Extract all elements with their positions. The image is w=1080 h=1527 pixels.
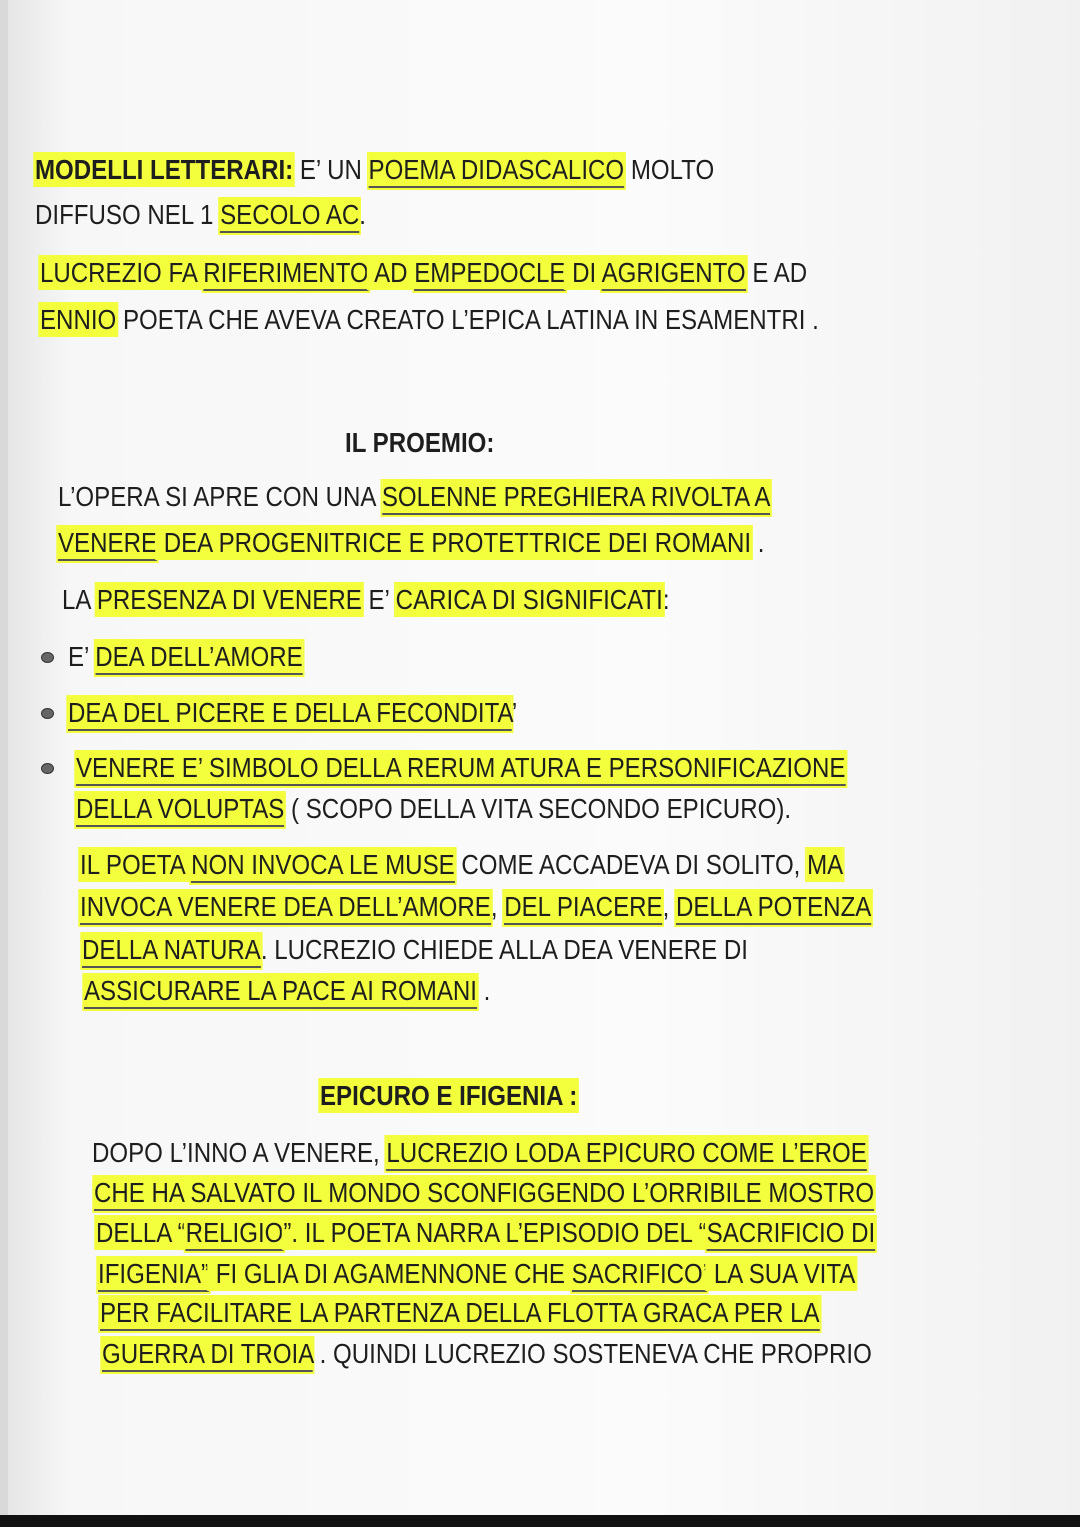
epicuro-line [96, 1215, 875, 1251]
highlighted-text: EPICURO E IFIGENIA : [320, 1080, 578, 1111]
highlighted-text: GUERRA DI TROIA [102, 1338, 313, 1372]
highlighted-text: DI [565, 257, 602, 288]
epicuro-line [100, 1295, 820, 1331]
highlighted-text: ENNIO [40, 304, 117, 335]
proemio-line [58, 525, 764, 561]
highlighted-text: DELLA VOLUPTAS [76, 793, 284, 827]
highlighted-text: INVOCA VENERE DEA DELL’AMORE [80, 891, 491, 925]
bullet-item [76, 750, 845, 786]
text-segment: L’OPERA SI APRE CON UNA [58, 481, 382, 512]
text-segment: MOLTO [624, 154, 715, 185]
bullet-item [68, 695, 517, 731]
highlighted-text: SACRIFICO’ [572, 1258, 708, 1292]
text-segment: E’ [361, 584, 396, 615]
text-segment: LA [62, 584, 97, 615]
text-segment: . [359, 199, 366, 230]
epicuro-heading [320, 1078, 577, 1114]
bullet-icon [41, 708, 54, 719]
highlighted-text: AD [368, 257, 415, 288]
text-segment: . QUINDI LUCREZIO SOSTENEVA CHE PROPRIO [312, 1338, 872, 1369]
page-bottom-edge [0, 1515, 1080, 1527]
highlighted-text: DELLA “ [96, 1217, 186, 1248]
highlighted-text: FI GLIA DI AGAMENNONE CHE [209, 1258, 572, 1289]
highlighted-text: SACRIFICIO DI [707, 1217, 876, 1251]
highlighted-text: NON INVOCA LE MUSE [191, 849, 455, 883]
text-segment: E AD [745, 257, 808, 288]
poeta-line [82, 932, 748, 968]
epicuro-line [102, 1336, 872, 1372]
highlighted-text: SOLENNE PREGHIERA RIVOLTA A [382, 481, 771, 515]
presenza-line [62, 582, 670, 618]
highlighted-text: DEA PROGENITRICE E PROTETTRICE DEI ROMANI [157, 527, 752, 558]
highlighted-text: ”. IL POETA NARRA L’EPISODIO DEL “ [283, 1217, 707, 1248]
text-segment: DOPO L’INNO A VENERE, [92, 1137, 387, 1168]
text-segment: , [662, 891, 676, 922]
highlighted-text: DELLA POTENZA [676, 891, 871, 925]
text-segment: E’ UN [293, 154, 369, 185]
modelli-line [35, 197, 366, 233]
highlighted-text: EMPEDOCLE [414, 257, 565, 291]
highlighted-text: LUCREZIO LODA EPICURO COME L’EROE [386, 1137, 866, 1171]
text-segment: POETA CHE AVEVA CREATO L’EPICA LATINA IN ESAMENTRI . [116, 304, 819, 335]
highlighted-text: VENERE E’ SIMBOLO DELLA RERUM ATURA E PERSONIFICAZIONE [76, 752, 845, 786]
highlighted-text: IFIGENIA” [98, 1258, 209, 1292]
highlighted-text: DEA DEL PICERE E DELLA FECONDITA [68, 697, 512, 731]
epicuro-line [98, 1256, 855, 1292]
epicuro-line [94, 1175, 874, 1211]
poeta-line [80, 889, 871, 925]
bullet-item-cont [76, 791, 791, 827]
highlighted-text: AGRIGENTO [602, 257, 746, 291]
notes-page [8, 0, 1080, 1515]
text-segment: ( SCOPO DELLA VITA SECONDO EPICURO). [284, 793, 792, 824]
proemio-line [58, 479, 770, 515]
highlighted-text: RELIGIO [186, 1217, 284, 1251]
text-segment: , [490, 891, 505, 922]
highlighted-text: POEMA DIDASCALICO [369, 154, 625, 188]
highlighted-text: RIFERIMENTO [203, 257, 368, 291]
highlighted-text: LA SUA VITA [707, 1258, 856, 1289]
highlighted-text: ASSICURARE LA PACE AI ROMANI [84, 975, 477, 1009]
highlighted-text: DEA DELL’AMORE [95, 641, 302, 675]
bullet-icon [41, 763, 54, 774]
text-segment: DIFFUSO NEL 1 [35, 199, 221, 230]
highlighted-text: MODELLI LETTERARI: [35, 154, 294, 185]
text-segment: COME ACCADEVA DI SOLITO, [454, 849, 808, 880]
epicuro-line [92, 1135, 867, 1171]
highlighted-text: CHE HA SALVATO IL MONDO SCONFIGGENDO L’ORRIBILE MOSTRO [94, 1177, 874, 1211]
bullet-item [68, 639, 303, 675]
bullet-icon [41, 652, 54, 663]
proemio-heading [345, 425, 494, 461]
text-segment: . LUCREZIO CHIEDE ALLA DEA VENERE DI [260, 934, 748, 965]
highlighted-text: PER FACILITARE LA PARTENZA DELLA FLOTTA GRACA PER LA [100, 1297, 820, 1331]
highlighted-text: DEL PIACERE [504, 891, 662, 925]
highlighted-text: LUCREZIO FA [40, 257, 204, 288]
modelli-title [35, 152, 714, 188]
text-segment: . [751, 527, 765, 558]
text-segment: . [476, 975, 491, 1006]
highlighted-text: SECOLO AC [220, 199, 359, 233]
lucrezio-line [40, 255, 807, 291]
poeta-line [84, 973, 490, 1009]
text-segment: IL PROEMIO: [345, 427, 495, 458]
highlighted-text: CARICA DI SIGNIFICATI [395, 584, 663, 615]
text-segment: : [662, 584, 670, 615]
text-segment: ’ [511, 697, 518, 728]
highlighted-text: IL POETA [80, 849, 192, 880]
highlighted-text: VENERE [58, 527, 157, 561]
highlighted-text: DELLA NATURA [82, 934, 261, 968]
highlighted-text: MA [807, 849, 844, 880]
ennio-line [40, 302, 819, 338]
highlighted-text: PRESENZA DI VENERE [96, 584, 362, 615]
text-segment: E’ [68, 641, 96, 672]
poeta-line [80, 847, 843, 883]
